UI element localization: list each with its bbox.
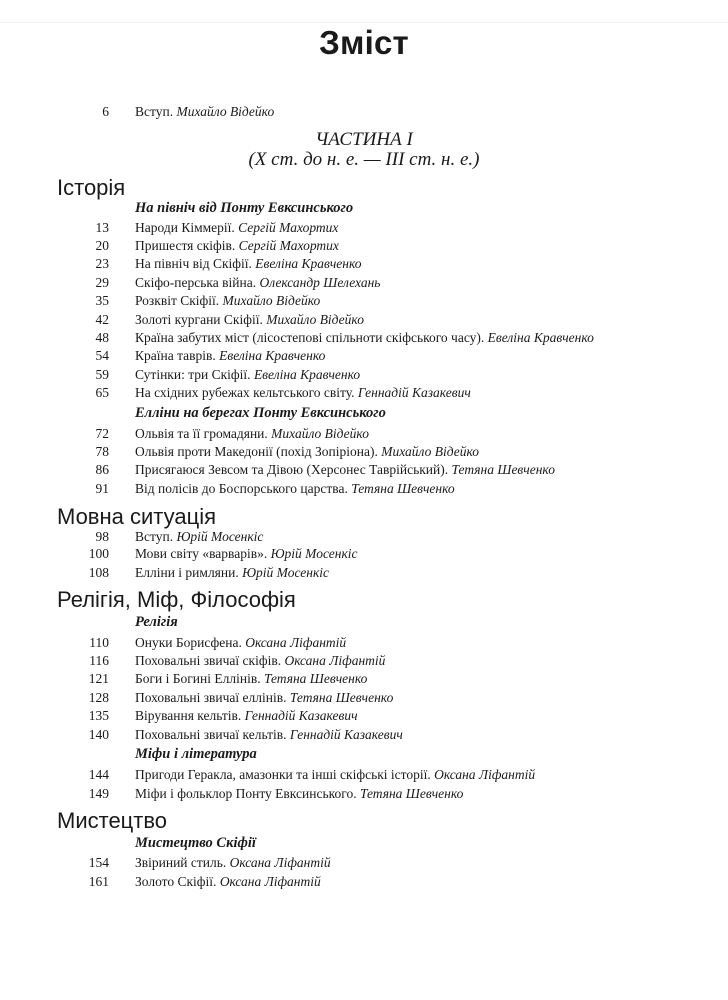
entry-author: Оксана Ліфантій: [434, 767, 536, 782]
page-number: 91: [95, 481, 109, 496]
page-number: 110: [89, 635, 109, 650]
page-number: 65: [95, 385, 109, 400]
toc-entry[interactable]: [0, 707, 728, 725]
toc-entry[interactable]: [0, 689, 728, 707]
entry-text: Онуки Борисфена. Оксана Ліфантій: [135, 635, 347, 650]
entry-author: Геннадій Казакевич: [289, 727, 403, 742]
entry-text: Поховальні звичаї еллінів. Тетяна Шевченко: [135, 690, 394, 705]
page-number: 100: [88, 546, 109, 561]
entry-author: Сергій Махортих: [238, 220, 339, 235]
entry-author: Тетяна Шевченко: [359, 786, 464, 801]
toc-entry[interactable]: [0, 545, 728, 563]
page-number: 35: [95, 293, 109, 308]
entry-text: Пришестя скіфів. Сергій Махортих: [135, 238, 339, 253]
subsection-heading-scythian-art: Мистецтво Скіфії: [135, 835, 256, 851]
entry-author: Геннадій Казакевич: [357, 385, 471, 400]
toc-entry[interactable]: [0, 634, 728, 652]
entry-author: Олександр Шелехань: [259, 275, 381, 290]
toc-entry[interactable]: [0, 311, 728, 329]
section-heading-language: Мовна ситуація: [57, 504, 216, 529]
page-number: 72: [95, 426, 109, 441]
entry-text: Боги і Богині Еллінів. Тетяна Шевченко: [135, 671, 368, 686]
entry-author: Тетяна Шевченко: [289, 690, 394, 705]
section-heading-religion: Релігія, Міф, Філософія: [57, 587, 296, 612]
toc-entry[interactable]: [0, 564, 728, 582]
entry-author: Оксана Ліфантій: [229, 855, 331, 870]
toc-entry[interactable]: [0, 255, 728, 273]
entry-author: Юрій Мосенкіс: [176, 529, 264, 544]
page-number: 149: [88, 786, 109, 801]
page-number: 6: [102, 104, 109, 119]
entry-text: Присягаюся Зевсом та Дівою (Херсонес Таврійський). Тетяна Шевченко: [135, 462, 555, 477]
entry-text: Поховальні звичаї скіфів. Оксана Ліфантій: [135, 653, 386, 668]
toc-entry[interactable]: [0, 329, 728, 347]
page-number: 144: [88, 767, 109, 782]
entry-author: Евеліна Кравченко: [219, 348, 326, 363]
toc-entry[interactable]: [0, 461, 728, 479]
page-number: 161: [88, 874, 109, 889]
page-number: 29: [95, 275, 109, 290]
entry-text: Країна таврів. Евеліна Кравченко: [135, 348, 326, 363]
entry-author: Евеліна Кравченко: [253, 367, 361, 382]
entry-author: Евеліна Кравченко: [255, 256, 362, 271]
entry-author: Михайло Відейко: [266, 312, 364, 327]
entry-text: Сутінки: три Скіфії. Евеліна Кравченко: [135, 367, 361, 382]
section-heading-art: Мистецтво: [57, 808, 168, 833]
toc-entry[interactable]: [0, 443, 728, 461]
entry-text: Пригоди Геракла, амазонки та інші скіфські історії. Оксана Ліфантій: [135, 767, 536, 782]
entry-author: Геннадій Казакевич: [244, 708, 358, 723]
entry-text: Елліни і римляни. Юрій Мосенкіс: [135, 565, 330, 580]
part-heading: ЧАСТИНА І: [315, 129, 413, 150]
entry-text: Ольвія проти Македонії (похід Зопіріона). Михайло Відейко: [135, 444, 480, 459]
entry-author: Михайло Відейко: [222, 293, 321, 308]
entry-author: Оксана Ліфантій: [245, 635, 347, 650]
page-number: 135: [88, 708, 109, 723]
entry-author: Евеліна Кравченко: [487, 330, 594, 345]
subsection-heading-hellenes: Елліни на берегах Понту Евксинського: [135, 405, 386, 421]
page-number: 116: [89, 653, 109, 668]
entry-author: Михайло Відейко: [176, 104, 275, 119]
entry-text: На північ від Скіфії. Евеліна Кравченко: [135, 256, 362, 271]
page-number: 54: [95, 348, 109, 363]
page-number: 42: [95, 312, 109, 327]
entry-author: Тетяна Шевченко: [263, 671, 368, 686]
page-number: 13: [95, 220, 109, 235]
entry-text: Вступ. Михайло Відейко: [135, 104, 275, 119]
subsection-heading-myths: Міфи і література: [135, 746, 257, 762]
page-number: 20: [95, 238, 109, 253]
toc-entry[interactable]: [0, 528, 728, 546]
page-number: 140: [88, 727, 109, 742]
toc-entry[interactable]: [0, 726, 728, 744]
page-number: 59: [95, 367, 109, 382]
entry-text: Розквіт Скіфії. Михайло Відейко: [135, 293, 321, 308]
toc-entry[interactable]: [0, 347, 728, 365]
entry-author: Сергій Махортих: [238, 238, 339, 253]
entry-text: На східних рубежах кельтського світу. Геннадій Казакевич: [135, 385, 471, 400]
entry-author: Оксана Ліфантій: [219, 874, 321, 889]
entry-text: Мови світу «варварів». Юрій Мосенкіс: [135, 546, 358, 561]
entry-text: Золото Скіфії. Оксана Ліфантій: [135, 874, 321, 889]
entry-author: Юрій Мосенкіс: [242, 565, 330, 580]
entry-text: Скіфо-перська війна. Олександр Шелехань: [135, 275, 381, 290]
part-period: (Х ст. до н. е. — ІІІ ст. н. е.): [248, 149, 480, 170]
entry-text: Вірування кельтів. Геннадій Казакевич: [135, 708, 358, 723]
section-heading-history: Історія: [57, 175, 126, 200]
toc-entry[interactable]: [0, 219, 728, 237]
toc-entry[interactable]: [0, 785, 728, 803]
toc-entry[interactable]: [0, 237, 728, 255]
entry-text: Народи Кіммерії. Сергій Махортих: [135, 220, 339, 235]
toc-entry[interactable]: [0, 766, 728, 784]
entry-author: Тетяна Шевченко: [351, 481, 455, 496]
page-number: 154: [88, 855, 109, 870]
subsection-heading-religion: Релігія: [135, 614, 178, 630]
entry-author: Юрій Мосенкіс: [270, 546, 358, 561]
toc-entry[interactable]: [0, 384, 728, 402]
toc-entry[interactable]: [0, 873, 728, 891]
page-number: 48: [95, 330, 109, 345]
entry-text: Вступ. Юрій Мосенкіс: [135, 529, 264, 544]
page-title: Зміст: [319, 24, 409, 61]
entry-author: Тетяна Шевченко: [451, 462, 555, 477]
entry-text: Від полісів до Боспорського царства. Тетяна Шевченко: [135, 481, 455, 496]
toc-entry[interactable]: [0, 652, 728, 670]
entry-text: Поховальні звичаї кельтів. Геннадій Казакевич: [135, 727, 403, 742]
toc-entry[interactable]: [0, 425, 728, 443]
page-number: 108: [88, 565, 109, 580]
entry-author: Оксана Ліфантій: [284, 653, 386, 668]
toc-entry-intro[interactable]: [0, 103, 728, 121]
entry-text: Золоті кургани Скіфії. Михайло Відейко: [135, 312, 364, 327]
toc-entry[interactable]: [0, 854, 728, 872]
page-number: 98: [95, 529, 109, 544]
page-number: 23: [95, 256, 109, 271]
page-top-rule: [0, 22, 728, 23]
entry-text: Країна забутих міст (лісостепові спільноти скіфського часу). Евеліна Кравченко: [135, 330, 594, 345]
page-number: 128: [88, 690, 109, 705]
toc-entry[interactable]: [0, 292, 728, 310]
page-number: 78: [95, 444, 109, 459]
page-number: 121: [88, 671, 109, 686]
subsection-heading-north-pontus: На північ від Понту Евксинського: [135, 200, 354, 216]
entry-author: Михайло Відейко: [271, 426, 369, 441]
entry-text: Ольвія та її громадяни. Михайло Відейко: [135, 426, 369, 441]
toc-entry[interactable]: [0, 670, 728, 688]
toc-entry[interactable]: [0, 274, 728, 292]
entry-text: Міфи і фольклор Понту Евксинського. Тетяна Шевченко: [135, 786, 464, 801]
page-number: 86: [95, 462, 109, 477]
entry-author: Михайло Відейко: [381, 444, 480, 459]
entry-text: Звіриний стиль. Оксана Ліфантій: [135, 855, 331, 870]
toc-entry[interactable]: [0, 366, 728, 384]
toc-entry[interactable]: [0, 480, 728, 498]
